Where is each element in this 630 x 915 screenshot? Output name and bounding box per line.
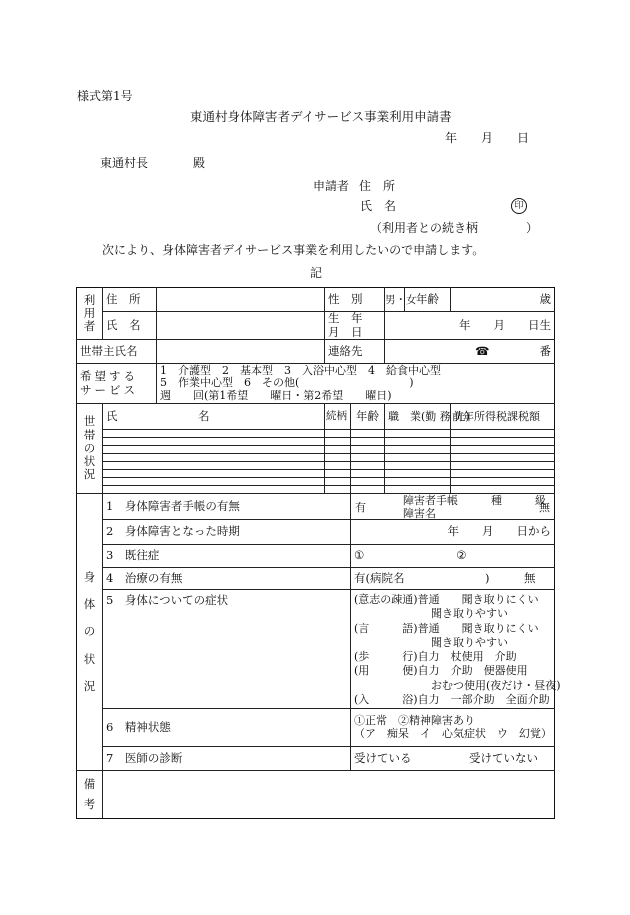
family-row[interactable] bbox=[77, 446, 555, 454]
user-group-label: 利 用 者 bbox=[77, 288, 103, 340]
family-status-label: 世 帯 の 状 況 bbox=[77, 404, 103, 494]
q6-label: 6 精神状態 bbox=[103, 709, 351, 747]
relation-field[interactable]: （利用者との続き柄 ） bbox=[370, 221, 539, 235]
q2-label: 2 身体障害となった時期 bbox=[103, 520, 351, 545]
q4-field[interactable]: 有(病院名 ) 無 bbox=[351, 568, 555, 590]
intro-text: 次により、身体障害者デイサービス事業を利用したいので申請します。 bbox=[102, 243, 485, 257]
phone-icon: ☎ bbox=[475, 343, 490, 358]
contact-label: 連絡先 bbox=[325, 340, 385, 364]
family-row[interactable] bbox=[77, 478, 555, 486]
family-row[interactable] bbox=[77, 454, 555, 462]
body-status-label: 身 体 の 状 況 bbox=[77, 494, 103, 771]
q6-field[interactable]: ①正常 ②精神障害あり （ア 痴呆 イ 心気症状 ウ 幻覚） bbox=[351, 709, 555, 747]
applicant-label: 申請者 bbox=[313, 179, 350, 193]
family-row[interactable] bbox=[77, 470, 555, 478]
family-col-relation: 続柄 bbox=[325, 404, 351, 430]
ki-heading: 記 bbox=[310, 266, 323, 280]
user-address-field[interactable] bbox=[157, 288, 325, 312]
seal-mark bbox=[511, 198, 527, 214]
applicant-address-label: 住 所 bbox=[359, 179, 396, 193]
family-row[interactable] bbox=[77, 486, 555, 494]
remarks-field[interactable] bbox=[103, 771, 555, 819]
birth-field[interactable]: 年 月 日生 bbox=[385, 312, 555, 340]
family-col-age: 年齢 bbox=[351, 404, 385, 430]
age-label: 年齢 bbox=[405, 288, 451, 312]
service-options[interactable]: 1 介護型 2 基本型 3 入浴中心型 4 給食中心型 5 作業中心型 6 その他( ) 週 回(第1希望 曜日・第2希望 曜日) bbox=[157, 364, 555, 404]
honorific: 殿 bbox=[193, 156, 206, 170]
applicant-name-label: 氏 名 bbox=[360, 199, 397, 213]
q3-field[interactable]: ① ② bbox=[351, 545, 555, 568]
q4-label: 4 治療の有無 bbox=[103, 568, 351, 590]
service-label: 希望する サービス bbox=[77, 364, 157, 404]
q7-label: 7 医師の診断 bbox=[103, 747, 351, 771]
remarks-label: 備 考 bbox=[77, 771, 103, 819]
user-name-field[interactable] bbox=[157, 312, 325, 340]
q1-label: 1 身体障害者手帳の有無 bbox=[103, 494, 351, 520]
q3-label: 3 既往症 bbox=[103, 545, 351, 568]
contact-field[interactable]: ☎ 番 bbox=[385, 340, 555, 364]
q1-field[interactable]: 有 障害者手帳 種 級 障害名 無 bbox=[351, 494, 555, 520]
date-field[interactable]: 年 月 日 bbox=[445, 131, 530, 145]
q7-field[interactable]: 受けている 受けていない bbox=[351, 747, 555, 771]
family-col-name: 氏 名 bbox=[103, 404, 325, 430]
family-col-job: 職 業(勤 務 先) bbox=[385, 404, 451, 430]
family-col-tax: 前年所得税課税額 bbox=[451, 404, 555, 430]
user-address-label: 住 所 bbox=[103, 288, 157, 312]
seal-icon: 印 bbox=[511, 198, 527, 214]
user-name-label: 氏 名 bbox=[103, 312, 157, 340]
sex-value[interactable]: 男・女 bbox=[385, 288, 405, 312]
q5-field[interactable]: (意志の疎通)普通 聞き取りにくい 聞き取りやすい (言 語)普通 聞き取りにくい 聞き取りやすい (歩 行)自力 杖使用 介助 (用 便)自力 介助 便器使用 おむつ使用(夜だけ・昼夜) (入 浴)自力 一部介助 全面介助 bbox=[351, 590, 555, 709]
age-field[interactable]: 歳 bbox=[451, 288, 555, 312]
q2-field[interactable]: 年 月 日から bbox=[351, 520, 555, 545]
sex-label: 性 別 bbox=[325, 288, 385, 312]
family-row[interactable] bbox=[77, 430, 555, 438]
application-form-table bbox=[76, 287, 561, 819]
family-row[interactable] bbox=[77, 462, 555, 470]
addressee: 東通村長 bbox=[100, 156, 149, 170]
household-head-field[interactable] bbox=[157, 340, 325, 364]
page-title: 東通村身体障害者デイサービス事業利用申請書 bbox=[190, 109, 452, 124]
q5-label: 5 身体についての症状 bbox=[103, 590, 351, 709]
birth-label: 生 年 月 日 bbox=[325, 312, 385, 340]
form-number: 様式第1号 bbox=[77, 89, 133, 103]
household-head-label: 世帯主氏名 bbox=[77, 340, 157, 364]
family-row[interactable] bbox=[77, 438, 555, 446]
